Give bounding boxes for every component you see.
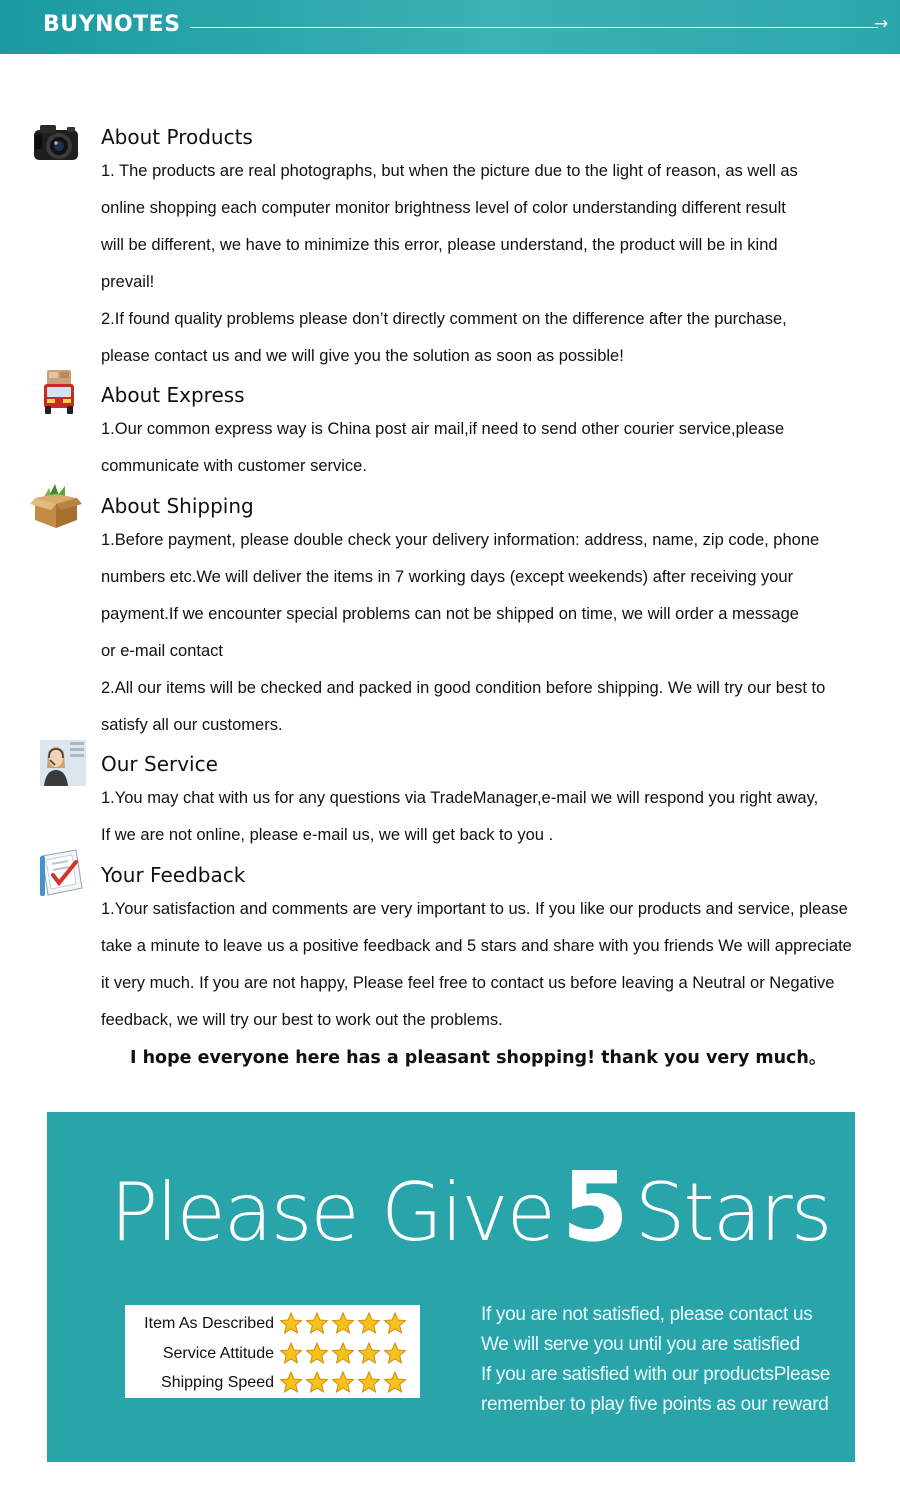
rating-label: Shipping Speed [161,1374,274,1391]
banner-message-line: remember to play five points as our reward [481,1394,829,1415]
section-body: 1.Your satisfaction and comments are very important to us. If you like our products and service, please take a minute to leave us a positive feedback and 5 stars and share with you friends We will appreciate it very much. If you are not happy, Please feel free to contact us before leaving a Neutral or Negative feedback, we will try our best to work out the problems. [101,900,852,1029]
five-stars-banner [47,1112,855,1462]
box-icon [29,482,83,532]
section-title: About Shipping [101,494,254,518]
star-icon [333,1343,354,1363]
section-body: 1.You may chat with us for any questions via TradeManager,e-mail we will respond you right away, If we are not online, please e-mail us, we will get back to you . [101,789,819,844]
section-title: Our Service [101,752,218,776]
star-icon [385,1313,406,1333]
section-body: 1.Our common express way is China post air mail,if need to send other courier service,please communicate with customer service. [101,420,785,475]
headline-after: Stars [634,1166,831,1259]
star-rating-icon [279,1341,409,1367]
truck-icon [35,368,89,418]
section-title: About Express [101,383,245,407]
star-rating-icon [279,1311,409,1337]
star-icon [385,1343,406,1363]
star-icon [333,1372,354,1392]
arrow-right-icon: → [874,14,889,34]
star-icon [385,1372,406,1392]
star-icon [307,1343,328,1363]
section-body: 1. The products are real photographs, but when the picture due to the light of reason, as well as online shopping each computer monitor brightness level of color understanding different result will be different, we have to minimize this error, please understand, the product will be in kind prevail! 2.If found quality problems please don’t directly comment on the difference after the purchase, please contact us and we will give you the solution as soon as possible! [101,162,798,365]
star-icon [359,1313,380,1333]
star-icon [281,1313,302,1333]
support-agent-icon [36,738,90,788]
banner-message-line: If you are satisfied with our productsPlease [481,1364,831,1385]
rating-row [125,1341,420,1369]
banner-message-line: If you are not satisfied, please contact us [481,1304,813,1325]
rating-row [125,1311,420,1339]
headline-number: 5 [561,1151,627,1263]
section-title: About Products [101,125,253,149]
star-rating-icon [279,1370,409,1396]
star-icon [333,1313,354,1333]
star-icon [359,1372,380,1392]
star-icon [359,1343,380,1363]
star-icon [307,1372,328,1392]
header-title: BUYNOTES [43,12,181,37]
header-rule [190,27,878,28]
rating-label: Service Attitude [162,1345,274,1362]
banner-message-line: We will serve you until you are satisfied [481,1334,800,1355]
header-bar [0,0,900,54]
checklist-icon [36,848,90,898]
rating-panel [125,1305,420,1398]
camera-icon [31,116,85,166]
closing-message: I hope everyone here has a pleasant shopping! thank you very much。 [130,1048,827,1068]
rating-row [125,1370,420,1398]
rating-label: Item As Described [144,1315,274,1332]
star-icon [281,1343,302,1363]
section-title: Your Feedback [101,863,246,887]
star-icon [307,1313,328,1333]
star-icon [281,1372,302,1392]
banner-message [481,1300,841,1420]
section-body: 1.Before payment, please double check your delivery information: address, name, zip code, phone numbers etc.We will deliver the items in 7 working days (except weekends) after receiving your payment.If we encounter special problems can not be shipped on time, we will order a message or e-mail contact 2.All our items will be checked and packed in good condition before shipping. We will try our best to satisfy all our customers. [101,531,826,734]
banner-headline [110,1152,830,1268]
headline-before: Please Give [110,1166,554,1259]
